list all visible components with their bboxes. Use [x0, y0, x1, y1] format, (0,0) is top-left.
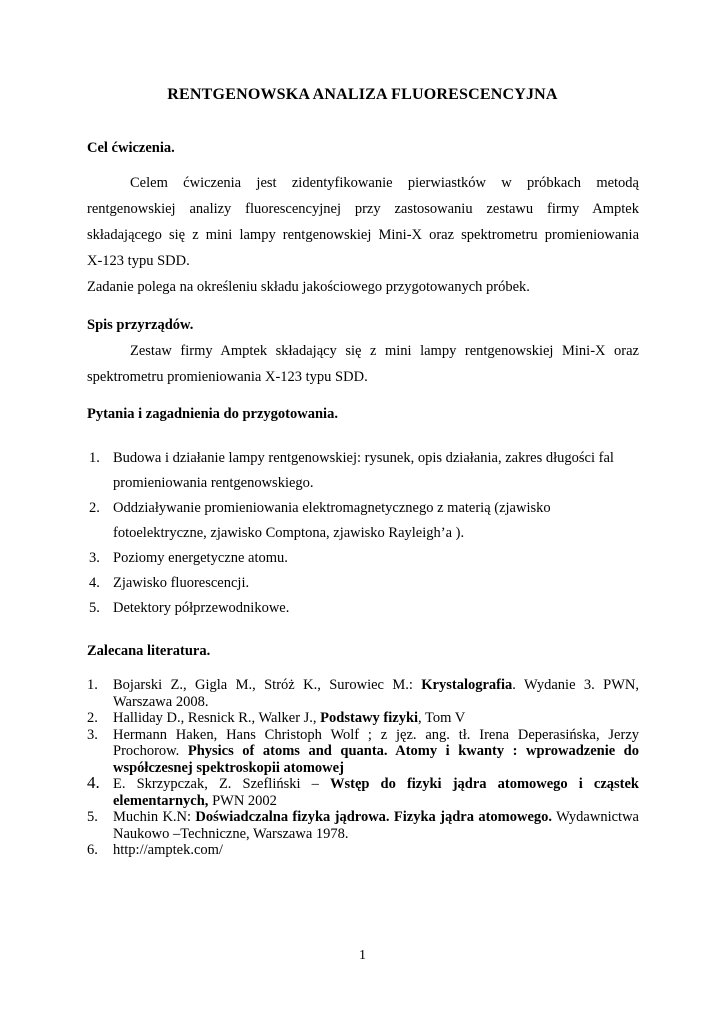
list-item: 2. Oddziaływanie promieniowania elektromagnetycznego z materią (zjawisko fotoelektryczne, zjawisko Comptona, zjawisko Rayleigh’a ). — [89, 500, 551, 541]
goal-line-1: Celem ćwiczenia jest zidentyfikowanie pierwiastków w próbkach metodą — [130, 175, 639, 191]
questions-list — [87, 446, 647, 621]
document-title: RENTGENOWSKA ANALIZA FLUORESCENCYJNA — [167, 86, 558, 103]
goal-line-3: składającego się z mini lampy rentgenowskiej Mini-X oraz spektrometru promieniowania — [87, 227, 639, 243]
equipment-heading: Spis przyrządów. — [87, 317, 194, 333]
goal-paragraph — [87, 170, 639, 300]
goal-line-2: rentgenowskiej analizy fluorescencyjnej przy zastosowaniu zestawu firmy Amptek — [87, 201, 639, 217]
list-item: 2. Halliday D., Resnick R., Walker J., Podstawy fizyki, Tom V — [87, 710, 466, 726]
page-number: 1 — [359, 948, 366, 963]
literature-link[interactable]: http://amptek.com/ — [113, 842, 223, 858]
list-item: 4. E. Skrzypczak, Z. Szefliński – Wstęp do fizyki jądra atomowego i cząstek elementarnych, PWN 2002 — [87, 773, 640, 809]
goal-heading: Cel ćwiczenia. — [87, 140, 175, 156]
list-item: 3. Hermann Haken, Hans Christoph Wolf ; z jęz. ang. tł. Irena Deperasińska, Jerzy Prochorow. Physics of atoms and quanta. Atomy i kwanty : wprowadzenie do współczesnej spektroskopii atomowej — [87, 726, 639, 776]
list-item: 4. Zjawisko fluorescencji. — [89, 575, 250, 591]
literature-heading: Zalecana literatura. — [87, 643, 211, 659]
list-item: 6. http://amptek.com/ — [87, 842, 223, 858]
equipment-line-2: spektrometru promieniowania X-123 typu SDD. — [87, 369, 368, 385]
list-item: 1. Budowa i działanie lampy rentgenowskiej: rysunek, opis działania, zakres długości fal promieniowania rentgenowskiego. — [89, 450, 614, 491]
equipment-line-1: Zestaw firmy Amptek składający się z mini lampy rentgenowskiej Mini-X oraz — [130, 343, 639, 359]
list-item: 1. Bojarski Z., Gigla M., Stróż K., Surowiec M.: Krystalografia. Wydanie 3. PWN, Warszawa 2008. — [87, 677, 639, 710]
goal-line-5: Zadanie polega na określeniu składu jakościowego przygotowanych próbek. — [87, 279, 530, 295]
equipment-paragraph — [87, 338, 639, 390]
list-item: 5. Muchin K.N: Doświadczalna fizyka jądrowa. Fizyka jądra atomowego. Wydawnictwa Naukowo –Techniczne, Warszawa 1978. — [87, 809, 639, 842]
list-item: 5. Detektory półprzewodnikowe. — [89, 600, 290, 616]
list-item: 3. Poziomy energetyczne atomu. — [89, 550, 288, 566]
goal-line-4: X-123 typu SDD. — [87, 253, 190, 269]
literature-list — [87, 677, 639, 859]
questions-heading: Pytania i zagadnienia do przygotowania. — [87, 406, 338, 422]
